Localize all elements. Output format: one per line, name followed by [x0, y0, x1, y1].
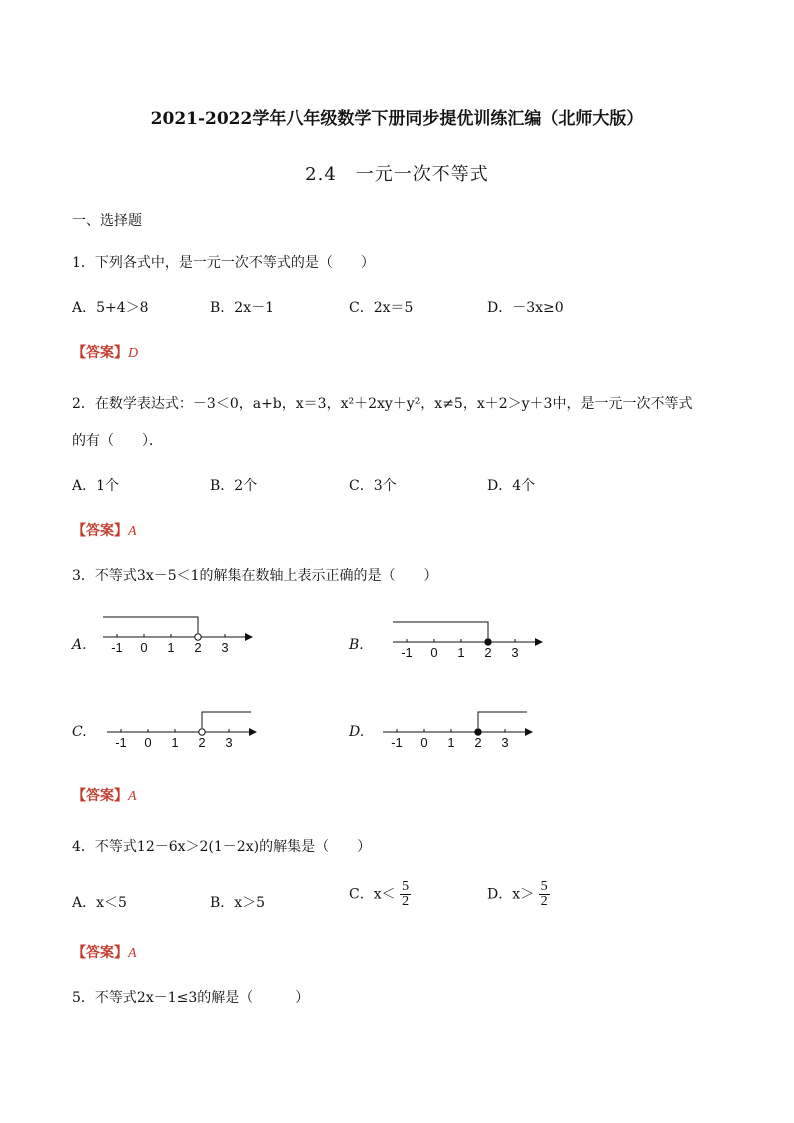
q3-option-a-letter: A.	[72, 637, 87, 653]
q3-number-line-c	[99, 707, 259, 757]
tick-label: -1	[391, 735, 403, 750]
q1-option-d: D．－3x≥0	[487, 300, 564, 316]
q1-option-a: A．5+4＞8	[72, 300, 149, 316]
open-endpoint	[195, 634, 201, 640]
q3-option-d-letter: D.	[349, 724, 365, 740]
tick-label: 2	[198, 735, 206, 750]
section-subtitle: 2.4 一元一次不等式	[305, 164, 489, 185]
tick-label: 3	[225, 735, 233, 750]
q4-option-c-fraction	[400, 880, 411, 909]
answer-tag: 【答案】	[72, 345, 128, 361]
tick-label: -1	[401, 645, 413, 660]
q2-answer-letter: A	[128, 524, 137, 539]
answer-tag: 【答案】	[72, 945, 128, 961]
tick-label: 1	[171, 735, 179, 750]
fraction-denominator: 2	[540, 894, 548, 909]
q3-answer-letter: A	[128, 789, 137, 804]
question-1-stem: 1．下列各式中，是一元一次不等式的是（ ）	[72, 255, 375, 271]
q2-answer	[72, 520, 137, 540]
answer-tag: 【答案】	[72, 523, 128, 539]
open-endpoint	[199, 729, 205, 735]
closed-endpoint	[485, 639, 491, 645]
q3-number-line-a	[95, 612, 255, 662]
question-5-stem: 5．不等式2x－1≤3的解是（ ）	[72, 990, 310, 1006]
q2-option-d: D．4个	[487, 478, 536, 494]
q4-option-d	[487, 880, 550, 909]
solution-ray	[202, 712, 251, 728]
solution-ray	[103, 617, 198, 633]
tick-label: 0	[430, 645, 438, 660]
tick-label: 3	[501, 735, 509, 750]
tick-label: 1	[167, 640, 175, 655]
fraction-denominator: 2	[402, 894, 410, 909]
tick-label: 2	[474, 735, 482, 750]
document-title: 2021-2022学年八年级数学下册同步提优训练汇编（北师大版）	[150, 109, 644, 129]
q4-option-b: B．x＞5	[210, 895, 266, 911]
solution-ray	[393, 622, 488, 638]
tick-label: 2	[194, 640, 202, 655]
q4-answer-letter: A	[128, 946, 137, 961]
tick-label: 1	[457, 645, 465, 660]
question-4-stem: 4．不等式12－6x＞2(1－2x)的解集是（ ）	[72, 839, 372, 855]
q1-option-c: C．2x＝5	[349, 300, 414, 316]
q4-option-a: A．x＜5	[72, 895, 127, 911]
q2-option-a: A．1个	[72, 478, 120, 494]
q4-option-c-text: C．x＜	[349, 886, 396, 903]
q3-number-line-b	[385, 617, 545, 667]
q2-option-b: B．2个	[210, 478, 258, 494]
q1-option-b: B．2x－1	[210, 300, 274, 316]
q4-option-d-text: D．x＞	[487, 886, 535, 903]
tick-label: 0	[420, 735, 428, 750]
solution-ray	[478, 712, 527, 728]
q4-answer	[72, 942, 137, 962]
section-heading: 一、选择题	[72, 213, 142, 229]
q4-option-d-fraction	[539, 880, 550, 909]
q1-answer-letter: D	[128, 346, 139, 361]
question-2-stem-line2: 的有（ ）．	[72, 433, 163, 449]
q3-answer	[72, 785, 137, 805]
answer-tag: 【答案】	[72, 788, 128, 804]
q2-option-c: C．3个	[349, 478, 397, 494]
tick-label: 3	[221, 640, 229, 655]
tick-label: 0	[140, 640, 148, 655]
closed-endpoint	[475, 729, 481, 735]
question-2-stem-line1: 2．在数学表达式：－3＜0，a+b，x＝3，x²＋2xy＋y²，x≠5，x＋2＞y＋3中，是一元一次不等式	[72, 396, 693, 412]
question-3-stem: 3．不等式3x－5＜1的解集在数轴上表示正确的是（ ）	[72, 568, 438, 584]
q3-option-b-letter: B.	[349, 637, 364, 653]
q1-answer	[72, 342, 138, 362]
q3-number-line-d	[375, 707, 535, 757]
tick-label: -1	[111, 640, 123, 655]
q4-option-c	[349, 880, 411, 909]
tick-label: 1	[447, 735, 455, 750]
fraction-numerator: 5	[402, 879, 410, 894]
fraction-numerator: 5	[540, 879, 548, 894]
q3-option-c-letter: C.	[72, 724, 87, 740]
tick-label: 0	[144, 735, 152, 750]
tick-label: 3	[511, 645, 519, 660]
tick-label: -1	[115, 735, 127, 750]
tick-label: 2	[484, 645, 492, 660]
